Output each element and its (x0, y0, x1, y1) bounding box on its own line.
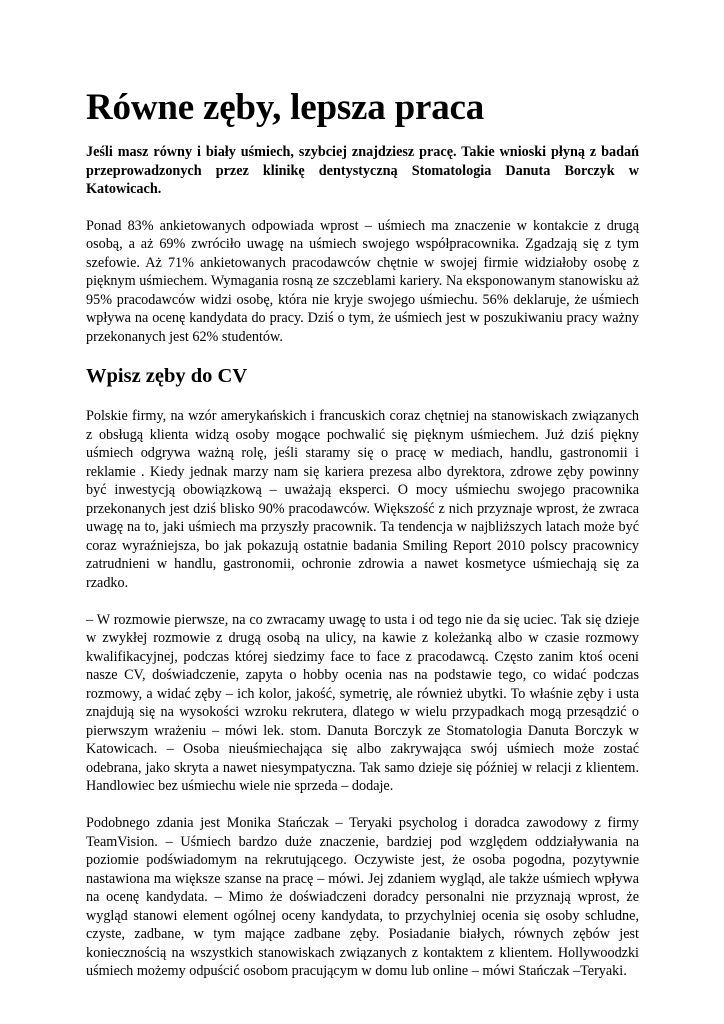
body-paragraph-2: Polskie firmy, na wzór amerykańskich i francuskich coraz chętniej na stanowiskach związanych z obsługą klienta widzą osoby mogące pochwalić się pięknym uśmiechem. Już dziś piękny uśmiech odgrywa ważną rolę, jeśli staramy się o pracę w mediach, handlu, gastronomii i reklamie . Kiedy jednak marzy nam się kariera prezesa albo dyrektora, zdrowe zęby powinny być inwestycją obowiązkową – uważają eksperci. O mocy uśmiechu swojego pracownika przekonanych jest dziś blisko 90% pracodawców. Większość z nich przyznaje wprost, że zwraca uwagę na to, jaki uśmiech ma przyszły pracownik. Ta tendencja w najbliższych latach może być coraz wyraźniejsza, bo jak pokazują ostatnie badania Smiling Report 2010 polscy pracownicy zatrudnieni w handlu, gastronomii, ochronie zdrowia a nawet kosmetyce uśmiechają się za rzadko. (86, 408, 639, 591)
page-title: Równe zęby, lepsza praca (86, 87, 485, 128)
body-paragraph-4: Podobnego zdania jest Monika Stańczak – Teryaki psycholog i doradca zawodowy z firmy TeamVision. – Uśmiech bardzo duże znaczenie, bardziej pod względem oddziaływania na poziomie podświadomym na rekrutującego. Oczywiste jest, że osoba pogodna, pozytywnie nastawiona ma większe szanse na pracę – mówi. Jej zdaniem wygląd, ale także uśmiech wpływa na ocenę kandydata. – Mimo że doświadczeni doradcy personalni nie przyznają wprost, że wygląd stanowi element ogólnej oceny kandydata, to przychylniej ocenia się osoby schludne, czyste, zadbane, w tym mające zadbane zęby. Posiadanie białych, równych zębów jest koniecznością na wszystkich stanowiskach związanych z kontaktem z klientem. Hollywoodzki uśmiech możemy odpuścić osobom pracującym w domu lub online – mówi Stańczak –Teryaki. (86, 815, 639, 979)
body-paragraph-3: – W rozmowie pierwsze, na co zwracamy uwagę to usta i od tego nie da się uciec. Tak się dzieje w zwykłej rozmowie z drugą osobą na ulicy, na kawie z koleżanką albo w czasie rozmowy kwalifikacyjnej, podczas której siedzimy face to face z pracodawcą. Często zanim ktoś oceni nasze CV, doświadczenie, zapyta o hobby ocenia nas na podstawie tego, co widać podczas rozmowy, a widać zęby – ich kolor, jakość, symetrię, ale również ubytki. To właśnie zęby i usta znajdują się na wysokości wzroku rekrutera, dlatego w wielu przypadkach mogą przesądzić o pierwszym wrażeniu – mówi lek. stom. Danuta Borczyk ze Stomatologia Danuta Borczyk w Katowicach. – Osoba nieuśmiechająca się albo zakrywająca swój uśmiech może zostać odebrana, jako skryta a nawet niesympatyczna. Tak samo dzieje się później w relacji z klientem. Handlowiec bez uśmiechu wiele nie sprzeda – dodaje. (86, 611, 639, 794)
section-heading: Wpisz zęby do CV (86, 365, 248, 387)
lead-paragraph: Jeśli masz równy i biały uśmiech, szybciej znajdziesz pracę. Takie wnioski płyną z badań przeprowadzonych przez klinikę dentystyczną Stomatologia Danuta Borczyk w Katowicach. (86, 144, 639, 197)
body-paragraph-1: Ponad 83% ankietowanych odpowiada wprost – uśmiech ma znaczenie w kontakcie z drugą osobą, a aż 69% zwróciło uwagę na uśmiech swojego współpracownika. Zgadzają się z tym szefowie. Aż 71% ankietowanych pracodawców chętnie w swojej firmie widziałoby osobę z pięknym uśmiechem. Wymagania rosną ze szczeblami kariery. Na eksponowanym stanowisku aż 95% pracodawców widzi osobę, która nie kryje swojego uśmiechu. 56% deklaruje, że uśmiech wpływa na ocenę kandydata do pracy. Dziś o tym, że uśmiech jest w poszukiwaniu pracy ważny przekonanych jest 62% studentów. (86, 217, 639, 345)
document-page (86, 86, 639, 981)
